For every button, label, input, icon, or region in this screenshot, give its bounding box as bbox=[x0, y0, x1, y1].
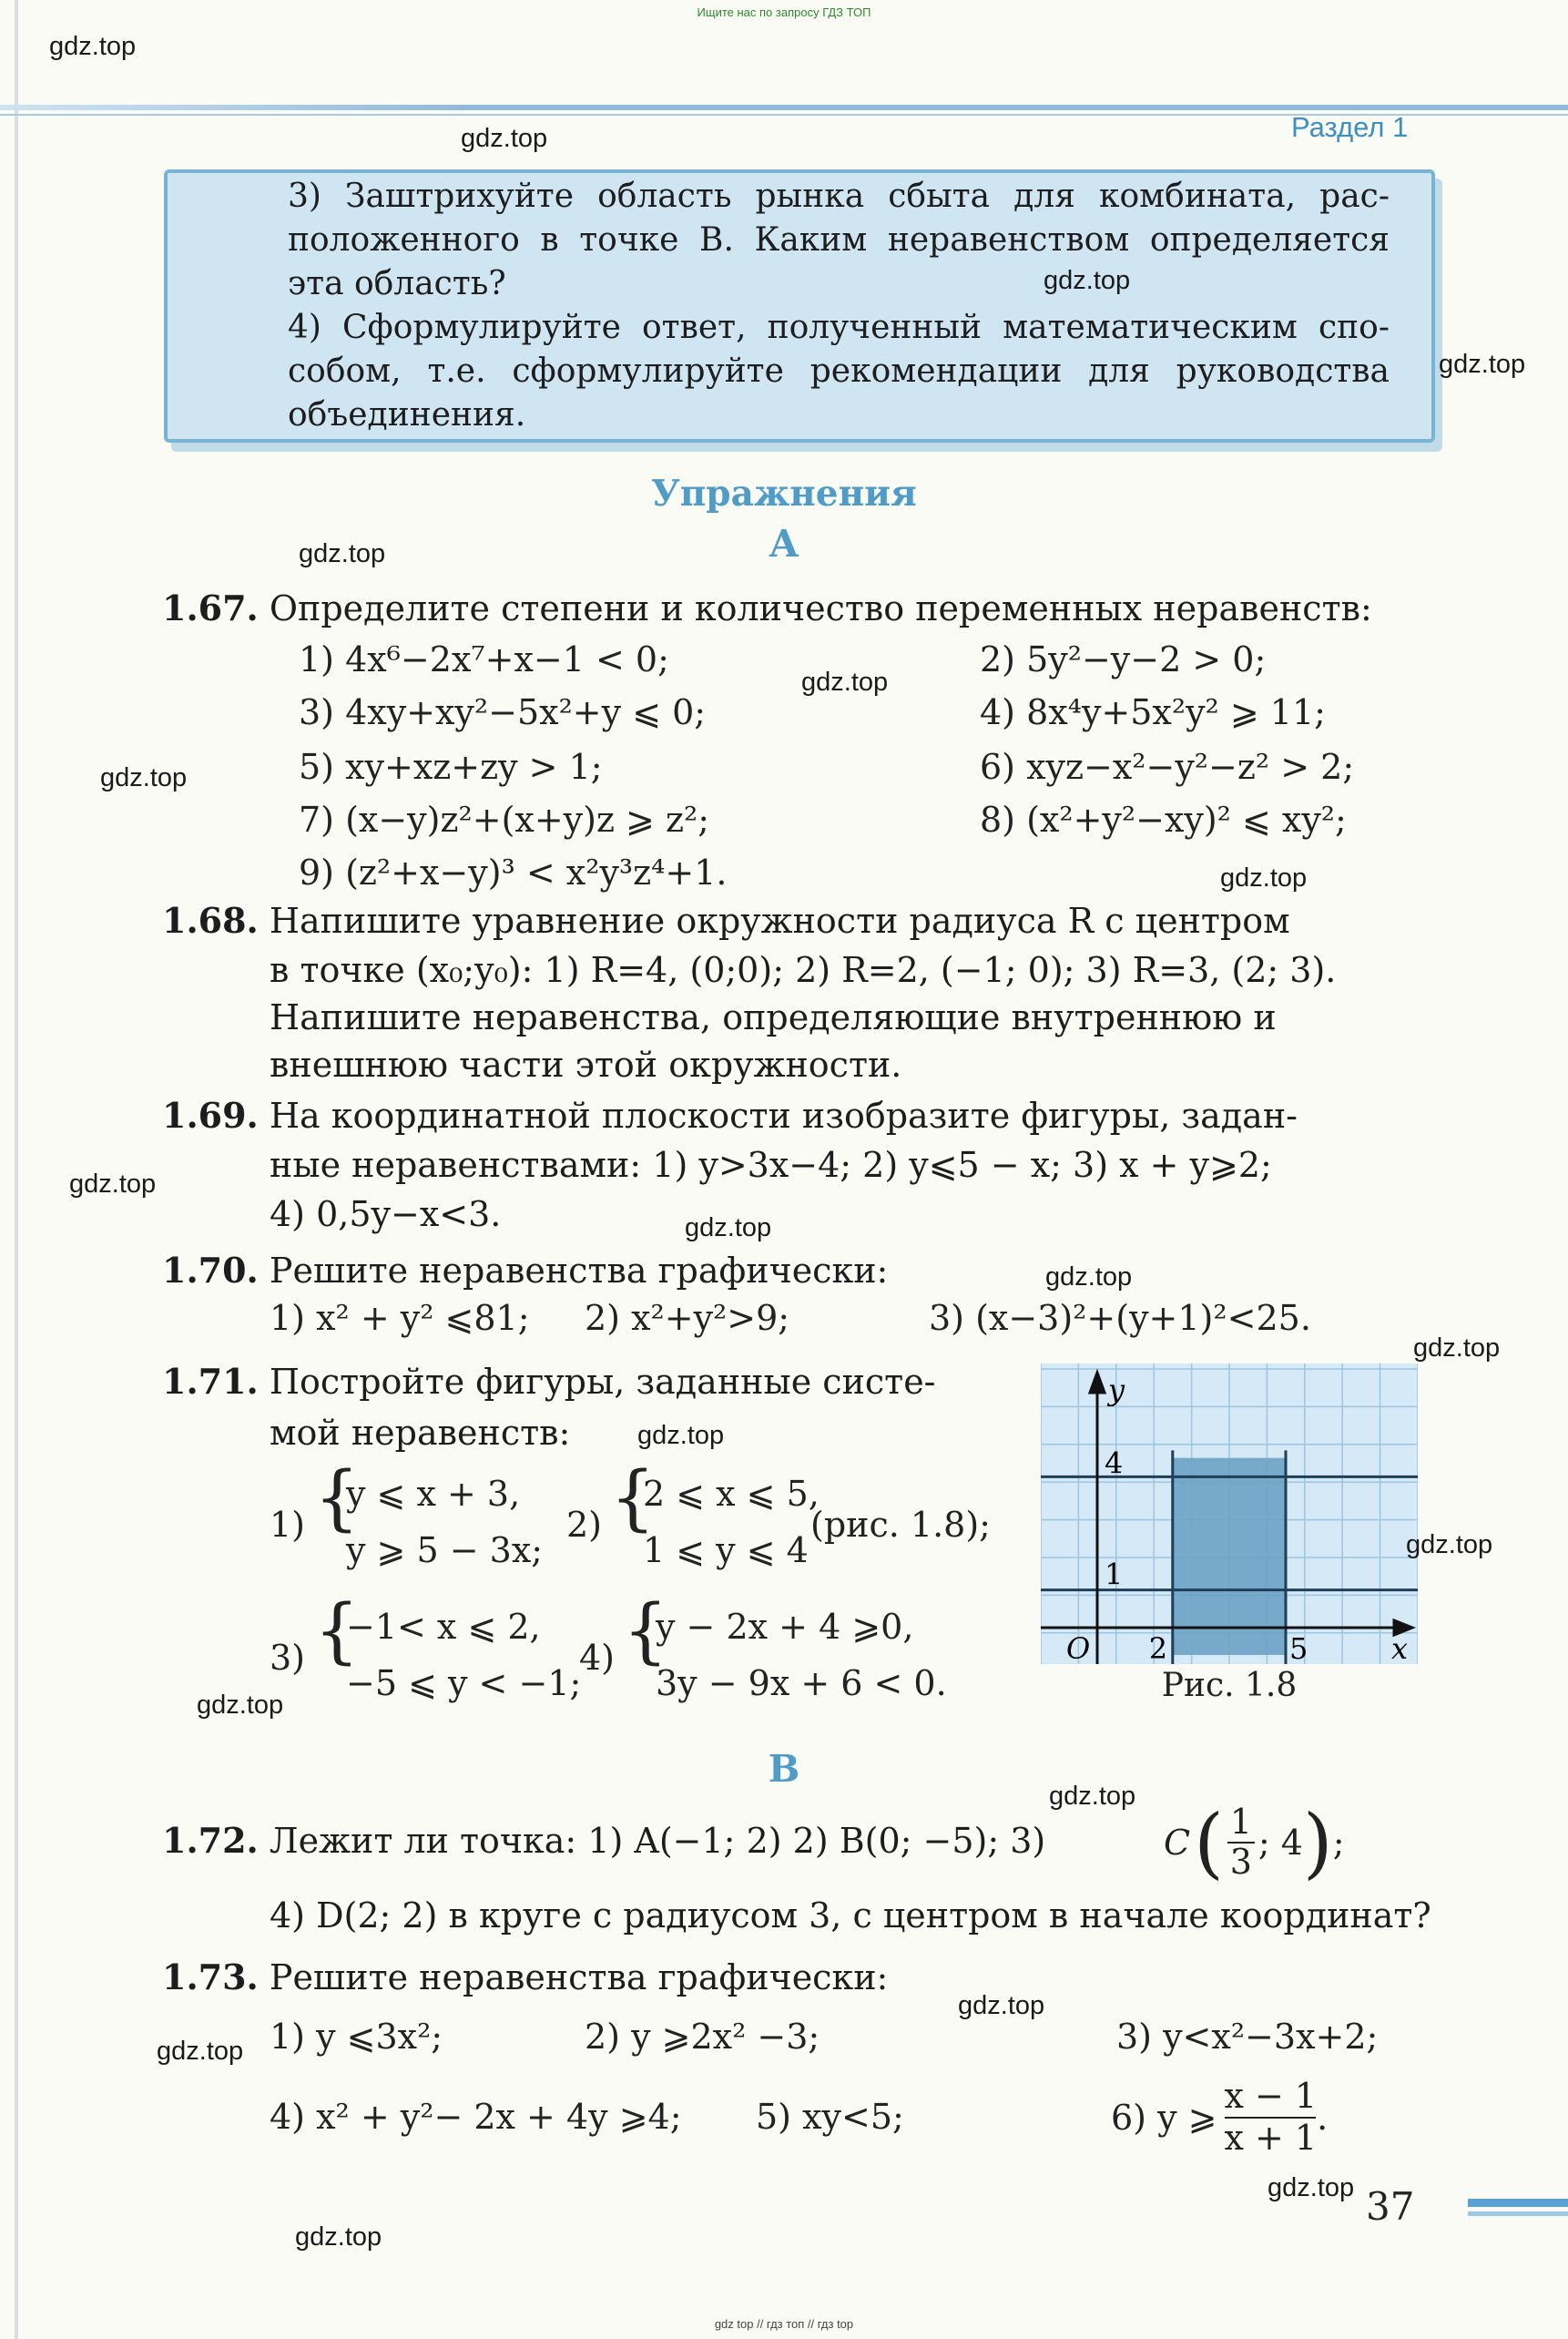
ex173-item-5: 5) xy<5; bbox=[756, 2097, 904, 2137]
ex170-item-2: 2) x²+y²>9; bbox=[585, 1298, 790, 1338]
exercise-number: 1.73. bbox=[162, 1956, 259, 1997]
exercise-text: На координатной плоскости изобразите фигуры, задан- bbox=[269, 1096, 1298, 1136]
watermark: gdz.top bbox=[295, 2222, 382, 2252]
watermark: gdz.top bbox=[1045, 1262, 1133, 1292]
system-4-label: 4) bbox=[579, 1638, 616, 1678]
watermark: gdz.top bbox=[1268, 2173, 1355, 2202]
exercise-1-71-line-2: мой неравенств: bbox=[270, 1413, 571, 1453]
top-banner: Ищите нас по запросу ГДЗ ТОП bbox=[697, 5, 871, 19]
c-tail: ; 4 bbox=[1257, 1822, 1303, 1863]
heading-exercises: Упражнения bbox=[651, 473, 917, 515]
page-left-edge bbox=[15, 0, 18, 2339]
ex167-item-7: 7) (x−y)z²+(x+y)z ⩾ z²; bbox=[299, 800, 710, 840]
header-rule bbox=[0, 105, 1568, 110]
task-box-text bbox=[288, 175, 1390, 437]
exercise-1-70-header bbox=[162, 1248, 888, 1293]
page-number: 37 bbox=[1366, 2184, 1415, 2229]
point-c-letter: C bbox=[1164, 1822, 1191, 1863]
bottom-banner: gdz top // гдз топ // гдз top bbox=[714, 2317, 854, 2331]
watermark: gdz.top bbox=[1220, 863, 1308, 893]
watermark: gdz.top bbox=[958, 1991, 1045, 2020]
exercise-text: Напишите уравнение окружности радиуса R с центром bbox=[269, 901, 1290, 941]
ex167-item-9: 9) (z²+x−y)³ < x²y³z⁴+1. bbox=[299, 853, 728, 893]
task-box-item-3: 3) Заштрихуйте область рынка сбыта для комбината, рас-положенного в точке B. Каким неравенством определяется эта область? bbox=[288, 178, 1390, 302]
ex170-item-1: 1) x² + y² ⩽81; bbox=[270, 1298, 530, 1338]
section-label: Раздел 1 bbox=[1291, 111, 1409, 143]
semicolon: ; bbox=[1332, 1822, 1345, 1863]
ex173-item-1: 1) y ⩽3x²; bbox=[270, 2017, 443, 2057]
watermark: gdz.top bbox=[1406, 1530, 1493, 1559]
exercise-1-69-line-2: ные неравенствами: 1) y>3x−4; 2) y⩽5 − x; 3) x + y⩾2; bbox=[270, 1145, 1272, 1185]
exercise-text: Лежит ли точка: 1) A(−1; 2) 2) B(0; −5); 3) bbox=[269, 1821, 1046, 1861]
watermark: gdz.top bbox=[49, 32, 137, 61]
system-2-label: 2) bbox=[566, 1505, 603, 1545]
ex167-item-5: 5) xy+xz+zy > 1; bbox=[299, 747, 603, 787]
ex167-item-4: 4) 8x⁴y+5x²y² ⩾ 11; bbox=[980, 692, 1326, 732]
system-3-brace: { bbox=[314, 1590, 360, 1672]
page-number-bar bbox=[1468, 2199, 1568, 2207]
ex167-item-8: 8) (x²+y²−xy)² ⩽ xy²; bbox=[980, 800, 1347, 840]
watermark: gdz.top bbox=[69, 1170, 157, 1199]
watermark: gdz.top bbox=[1049, 1782, 1136, 1811]
fraction-numerator: 1 bbox=[1229, 1802, 1252, 1842]
tick-label-x-5: 5 bbox=[1289, 1631, 1308, 1664]
tick-label-y-1: 1 bbox=[1105, 1557, 1124, 1592]
exercise-number: 1.72. bbox=[162, 1820, 259, 1861]
system-2-row-2: 1 ⩽ y ⩽ 4 bbox=[643, 1530, 809, 1570]
system-3-row-2: −5 ⩽ y < −1; bbox=[346, 1663, 582, 1703]
point-c-expression bbox=[1164, 1797, 1345, 1887]
system-4-brace: { bbox=[623, 1590, 668, 1672]
exercise-1-69-line-1 bbox=[162, 1093, 1298, 1139]
exercise-text: Решите неравенства графически: bbox=[269, 1957, 889, 1997]
page-number-bar-thin bbox=[1468, 2211, 1568, 2216]
figure-1-8 bbox=[1041, 1364, 1418, 1664]
system-1-row-1: y ⩽ x + 3, bbox=[346, 1474, 521, 1514]
axis-label-x: x bbox=[1391, 1631, 1409, 1664]
period: . bbox=[1317, 2097, 1329, 2138]
exercise-1-71-line-1 bbox=[162, 1359, 936, 1404]
ex173-item-6-label: 6) y ⩾ bbox=[1111, 2097, 1217, 2138]
exercise-number: 1.69. bbox=[162, 1095, 259, 1136]
exercise-1-68-line-1 bbox=[162, 898, 1290, 944]
fraction-one-third bbox=[1227, 1803, 1255, 1882]
system-1-label: 1) bbox=[270, 1505, 306, 1545]
system-4-row-1: y − 2x + 4 ⩾0, bbox=[656, 1607, 914, 1647]
watermark: gdz.top bbox=[637, 1421, 725, 1450]
exercise-1-73-header bbox=[162, 1955, 888, 2000]
watermark: gdz.top bbox=[299, 539, 386, 568]
exercise-1-67-header bbox=[162, 586, 1372, 631]
figure-reference: (рис. 1.8); bbox=[810, 1505, 991, 1545]
exercise-text: Определите степени и количество переменных неравенств: bbox=[269, 588, 1372, 628]
fraction-item-6 bbox=[1224, 2077, 1317, 2158]
origin-label: O bbox=[1066, 1631, 1091, 1664]
system-2-row-1: 2 ⩽ x ⩽ 5, bbox=[643, 1474, 820, 1514]
system-4-row-2: 3y − 9x + 6 < 0. bbox=[656, 1663, 947, 1703]
system-3-label: 3) bbox=[270, 1638, 306, 1678]
watermark: gdz.top bbox=[461, 124, 548, 153]
fraction-denominator: x + 1 bbox=[1224, 2117, 1318, 2158]
paren-right: ) bbox=[1302, 1797, 1333, 1887]
system-2-brace: { bbox=[610, 1457, 656, 1539]
ex170-item-3: 3) (x−3)²+(y+1)²<25. bbox=[929, 1298, 1311, 1338]
fraction-numerator: x − 1 bbox=[1224, 2076, 1318, 2116]
system-1-row-2: y ⩾ 5 − 3x; bbox=[346, 1530, 544, 1570]
paren-left: ( bbox=[1194, 1797, 1224, 1887]
ex173-item-4: 4) x² + y²− 2x + 4y ⩾4; bbox=[270, 2097, 682, 2137]
system-1-brace: { bbox=[314, 1457, 360, 1539]
ex173-item-2: 2) y ⩾2x² −3; bbox=[585, 2017, 820, 2057]
exercise-1-72-line-1 bbox=[162, 1818, 1045, 1864]
exercise-text: Решите неравенства графически: bbox=[269, 1251, 889, 1291]
watermark: gdz.top bbox=[197, 1690, 284, 1720]
heading-level-a: А bbox=[769, 522, 799, 566]
exercise-number: 1.70. bbox=[162, 1250, 259, 1291]
watermark: gdz.top bbox=[100, 763, 188, 792]
ex167-item-2: 2) 5y²−y−2 > 0; bbox=[980, 639, 1267, 679]
watermark: gdz.top bbox=[1044, 266, 1131, 295]
exercise-number: 1.67. bbox=[162, 587, 259, 628]
exercise-1-69-line-3: 4) 0,5y−x<3. bbox=[270, 1194, 502, 1234]
system-3-row-1: −1< x ⩽ 2, bbox=[346, 1607, 541, 1647]
watermark: gdz.top bbox=[157, 2037, 244, 2066]
ex173-item-6 bbox=[1111, 2077, 1328, 2158]
ex167-item-1: 1) 4x⁶−2x⁷+x−1 < 0; bbox=[299, 639, 669, 679]
exercise-1-68-line-2: в точке (x₀;y₀): 1) R=4, (0;0); 2) R=2, (−1; 0); 3) R=3, (2; 3). bbox=[270, 950, 1337, 990]
heading-level-b: В bbox=[768, 1747, 800, 1791]
exercise-1-72-line-2: 4) D(2; 2) в круге с радиусом 3, с центром в начале координат? bbox=[270, 1895, 1431, 1936]
ex173-item-3: 3) y<x²−3x+2; bbox=[1116, 2017, 1379, 2057]
axis-label-y: y bbox=[1108, 1373, 1125, 1407]
exercise-1-68-line-4: внешнюю части этой окружности. bbox=[270, 1045, 902, 1085]
exercise-number: 1.71. bbox=[162, 1361, 259, 1402]
ex167-item-3: 3) 4xy+xy²−5x²+y ⩽ 0; bbox=[299, 692, 707, 732]
exercise-number: 1.68. bbox=[162, 900, 259, 941]
watermark: gdz.top bbox=[685, 1213, 772, 1242]
watermark: gdz.top bbox=[801, 668, 889, 697]
watermark: gdz.top bbox=[1413, 1333, 1501, 1363]
watermark: gdz.top bbox=[1439, 350, 1526, 379]
shaded-region bbox=[1173, 1458, 1286, 1655]
exercise-1-68-line-3: Напишите неравенства, определяющие внутреннюю и bbox=[270, 997, 1277, 1037]
exercise-text: Постройте фигуры, заданные систе- bbox=[269, 1362, 936, 1402]
tick-label-x-2: 2 bbox=[1148, 1631, 1168, 1664]
tick-label-y-4: 4 bbox=[1105, 1445, 1124, 1481]
figure-caption: Рис. 1.8 bbox=[1161, 1667, 1298, 1704]
fraction-denominator: 3 bbox=[1229, 1841, 1252, 1882]
task-box-item-4: 4) Сформулируйте ответ, полученный математическим спо-собом, т.е. сформулируйте рекомендации для руководства объединения. bbox=[288, 309, 1390, 434]
ex167-item-6: 6) xyz−x²−y²−z² > 2; bbox=[980, 747, 1355, 787]
